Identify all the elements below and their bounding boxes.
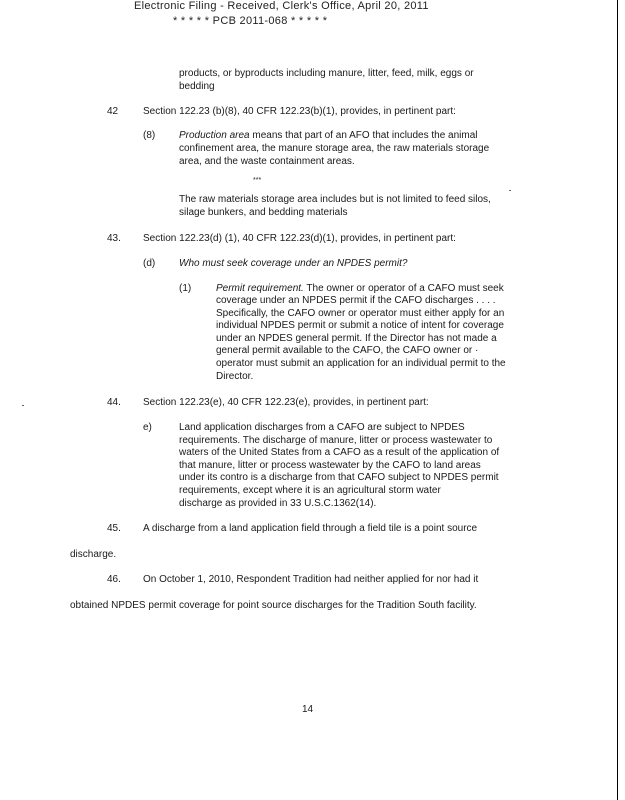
sub-label: e) <box>143 422 152 433</box>
sub-label: (8) <box>143 130 156 141</box>
text-fragment: The owner or operator of a CAFO must seek <box>303 283 504 294</box>
header-pcb-line: * * * * * PCB 2011-068 * * * * * <box>173 15 328 27</box>
ellipsis-marker: *** <box>253 177 262 184</box>
text-line: obtained NPDES permit coverage for point source discharges for the Tradition South facility. <box>70 600 477 611</box>
paragraph-intro: Section 122.23(d) (1), 40 CFR 122.23(d)(1), provides, in pertinent part: <box>143 233 456 244</box>
paragraph-number: 42 <box>107 106 119 117</box>
text-line: requirements, except where it is an agricultural storm water <box>179 484 441 496</box>
item-term: Permit requirement. <box>216 283 304 294</box>
page-number: 14 <box>302 704 314 715</box>
item-label: (1) <box>179 283 192 294</box>
item-first-line <box>216 283 504 294</box>
paragraph-number: 45. <box>107 523 121 534</box>
text-line: bedding <box>179 81 215 92</box>
paragraph-intro: Section 122.23(e), 40 CFR 122.23(e), provides, in pertinent part: <box>143 397 429 408</box>
text-line: operator must submit an application for an individual permit to the <box>216 357 506 369</box>
text-line: A discharge from a land application field through a field tile is a point source <box>143 523 478 534</box>
sub-label: (d) <box>143 258 156 269</box>
text-line: requirements. The discharge of manure, litter or process wastewater to <box>179 434 493 446</box>
scan-edge-line <box>617 0 618 800</box>
quoted-body <box>179 422 499 510</box>
text-line: area, and the waste containment areas. <box>179 156 355 167</box>
header-filing-line: Electronic Filing - Received, Clerk's Office, April 20, 2011 <box>134 0 429 12</box>
scan-speck <box>509 190 511 191</box>
text-line: Director. <box>216 370 254 382</box>
text-line: discharge. <box>70 549 117 560</box>
paragraph-number: 43. <box>107 233 121 244</box>
defined-term: Production area <box>179 130 250 141</box>
sub-heading: Who must seek coverage under an NPDES permit? <box>179 258 408 269</box>
text-line: The raw materials storage area includes but is not limited to feed silos, <box>179 194 491 205</box>
text-fragment: means that part of an AFO that includes the animal <box>249 130 478 141</box>
text-line: confinement area, the manure storage area, the raw materials storage <box>179 143 490 154</box>
text-line: general permit available to the CAFO, the CAFO owner or · <box>216 345 479 357</box>
text-line: under its contro is a discharge from that CAFO subject to NPDES permit <box>179 472 499 484</box>
item-body <box>216 295 506 383</box>
definition-line <box>179 130 478 141</box>
text-line: waters of the United States from a CAFO as a result of the application of <box>179 447 500 459</box>
paragraph-intro: Section 122.23 (b)(8), 40 CFR 122.23(b)(1), provides, in pertinent part: <box>143 106 456 117</box>
scan-speck <box>22 405 24 406</box>
text-line: coverage under an NPDES permit if the CAFO discharges . . . . <box>216 295 496 306</box>
text-line: under an NPDES general permit. If the Director has not made a <box>216 332 497 344</box>
paragraph-number: 44. <box>107 397 121 408</box>
text-line: Land application discharges from a CAFO are subject to NPDES <box>179 422 465 433</box>
text-line: that manure, litter or process wastewater by the CAFO to land areas <box>179 459 481 471</box>
paragraph-number: 46. <box>107 574 121 585</box>
text-line: products, or byproducts including manure, litter, feed, milk, eggs or <box>179 68 474 79</box>
text-line: On October 1, 2010, Respondent Tradition had neither applied for nor had it <box>143 574 479 585</box>
text-line: Specifically, the CAFO owner or operator must either apply for an <box>216 307 505 319</box>
text-line: individual NPDES permit or submit a notice of intent for coverage <box>216 320 504 332</box>
text-line: silage bunkers, and bedding materials <box>179 207 348 218</box>
text-line: discharge as provided in 33 U.S.C.1362(14). <box>179 497 377 509</box>
